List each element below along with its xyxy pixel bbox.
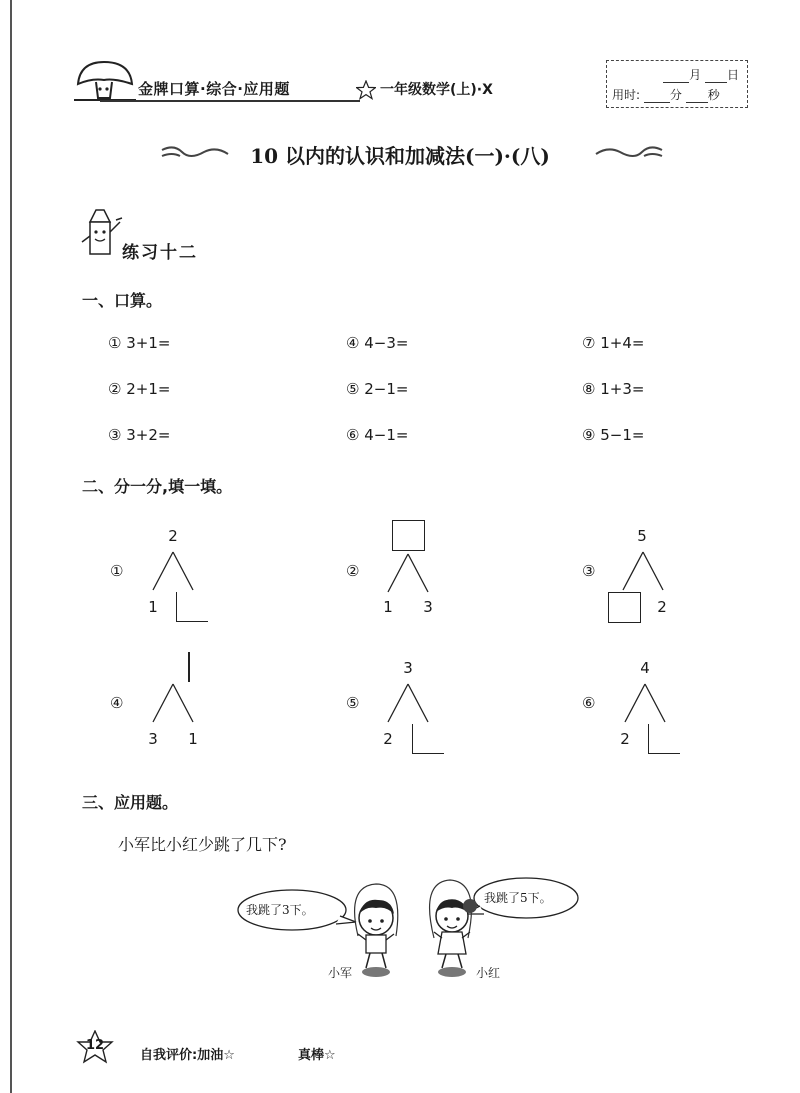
split-item-1-right-answer-box[interactable] [176,592,208,622]
oral-item-3: ③ 3+2= [108,426,171,444]
page-title: 10 以内的认识和加减法(一)·(八) [250,144,550,168]
split-item-3-top: 5 [637,527,647,545]
time-label: 用时: [612,88,641,102]
right-swirl-ornament-icon [594,142,664,164]
split-item-2-right: 3 [423,598,433,616]
oral-item-8: ⑧ 1+3= [582,380,645,398]
split-item-2-number: ② [346,562,360,580]
word-problem-question: 小军比小红少跳了几下? [118,835,287,854]
split-item-5-right-answer-box[interactable] [412,724,444,754]
split-item-4-top-answer-box[interactable] [188,652,190,682]
split-item-3-left-answer-box[interactable] [608,592,641,623]
split-item-1-left: 1 [148,598,158,616]
left-bubble-text: 我跳了3下。 [246,903,314,917]
split-item-5-left: 2 [383,730,393,748]
section-split-heading: 二、分一分,填一填。 [82,477,233,496]
split-item-6-number: ⑥ [582,694,596,712]
girl-xiaohong-icon [430,880,477,977]
split-item-5-branch [385,682,431,724]
split-item-6-right-answer-box[interactable] [648,724,680,754]
oral-item-6: ⑥ 4−1= [346,426,409,444]
split-item-1-top: 2 [168,527,178,545]
crayon-mascot-icon [80,208,126,258]
split-item-3-right: 2 [657,598,667,616]
practice-title: 练习十二 [122,243,198,263]
split-item-2-branch [385,552,431,594]
split-item-2-top-answer-box[interactable] [392,520,425,551]
second-blank [686,102,708,103]
oral-item-9: ⑨ 5−1= [582,426,645,444]
oral-item-4: ④ 4−3= [346,334,409,352]
split-item-6-top: 4 [640,659,650,677]
split-item-3-branch [620,550,666,592]
grade-label: 一年级数学(上)·X [380,82,493,98]
self-evaluation-label: 自我评价:加油☆ [140,1048,235,1063]
oral-item-5: ⑤ 2−1= [346,380,409,398]
great-label: 真棒☆ [298,1048,336,1063]
month-blank [663,82,689,83]
split-item-1-branch [150,550,196,592]
day-label: 日 [726,68,739,82]
right-bubble-text: 我跳了5下。 [484,891,552,905]
star-outline-icon [356,80,376,100]
section-word-heading: 三、应用题。 [82,793,179,812]
minute-blank [644,102,670,103]
split-item-4-right: 1 [188,730,198,748]
date-time-box [606,60,748,108]
split-item-4-number: ④ [110,694,124,712]
month-label: 月 [689,68,702,82]
split-item-5-number: ⑤ [346,694,360,712]
oral-item-7: ⑦ 1+4= [582,334,645,352]
split-item-2-left: 1 [383,598,393,616]
header-underline [100,100,360,102]
split-item-5-top: 3 [403,659,413,677]
minute-label: 分 [669,88,682,102]
second-label: 秒 [707,88,720,102]
section-oral-heading: 一、口算。 [82,291,163,310]
oral-item-2: ② 2+1= [108,380,171,398]
split-item-6-left: 2 [620,730,630,748]
mushroom-icon [74,58,136,104]
oral-item-1: ① 3+1= [108,334,171,352]
series-name: 金牌口算·综合·应用题 [138,80,290,98]
boy-xiaojun-icon [355,884,398,977]
page-number: 12 [85,1038,105,1053]
split-item-4-branch [150,682,196,724]
split-item-6-branch [622,682,668,724]
split-item-4-left: 3 [148,730,158,748]
split-item-1-number: ① [110,562,124,580]
split-item-3-number: ③ [582,562,596,580]
day-blank [705,82,727,83]
kid-right-name: 小红 [476,966,501,980]
kid-left-name: 小军 [328,966,353,980]
